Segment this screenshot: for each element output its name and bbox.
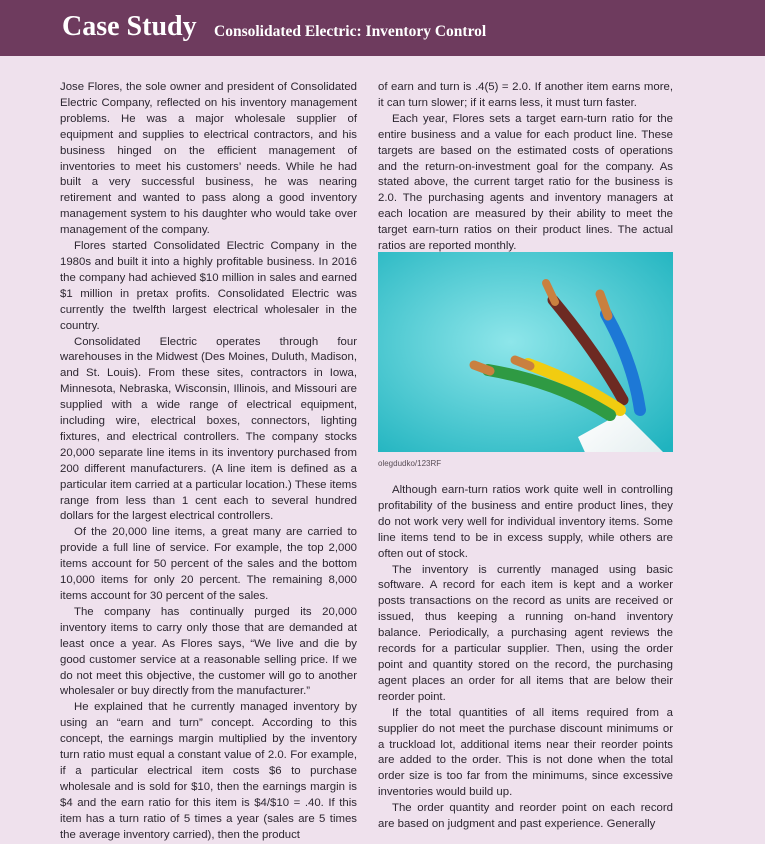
left-column: [60, 80, 357, 844]
paragraph: of earn and turn is .4(5) = 2.0. If another item earns more, it can turn slower; if it earns less, it must turn faster.: [378, 81, 673, 109]
paragraph: The inventory is currently managed using basic software. A record for each item is kept and a worker posts transactions on the record as units are received or issued, thus keeping a running on-hand inventory balance. Periodically, a purchasing agent reviews the records for a particular supplier. Then, using the order point and quantity stored on the record, the purchasing agent places an order for all items that are below their reorder point.: [378, 563, 673, 703]
paragraph: The company has continually purged its 20,000 inventory items to carry only those that are demanded at least once a year. As Flores says, “We live and die by good customer service at a reasonable selling price. If we do not meet this objective, the customer will go to another wholesaler or buy directly from the manufacturer.”: [60, 605, 357, 698]
paragraph: Each year, Flores sets a target earn-turn ratio for the entire business and a value for each product line. These targets are based on the estimated costs of operations and the return-on-investment goal for the company. As stated above, the current target ratio for the business is 2.0. The purchasing agents and inventory managers at each location are measured by their ability to meet the target earn-turn ratios on their product lines. The actual ratios are reported monthly.: [378, 112, 673, 253]
paragraph: He explained that he currently managed inventory by using an “earn and turn” concept. According to this concept, the earnings margin multiplied by the inventory turn ratio must equal a constant value of 2.0. For example, if a particular electrical item costs $6 to purchase wholesale and is sold for $10, then the earnings margin is $4 and the earn ratio for this item is $4/$10 = .40. If this item has a turn ratio of 5 times a year (sales are 5 times the average inventory carried), then the product: [60, 701, 357, 841]
right-column-top: [378, 80, 673, 255]
paragraph: Of the 20,000 line items, a great many are carried to provide a full line of service. For example, the top 2,000 items account for 50 percent of the sales and the bottom 10,000 items for only 20 percent. The remaining 8,000 items account for 30 percent of the sales.: [60, 526, 357, 602]
header-bar: [0, 0, 765, 56]
paragraph: If the total quantities of all items required from a supplier do not meet the purchase discount minimums or a truckload lot, additional items near their reorder points are added to the order. This is not done when the total order size is too far from the minimums, since excessive inventories would build up.: [378, 706, 673, 799]
paragraph: Although earn-turn ratios work quite well in controlling profitability of the business and entire product lines, they do not work very well for individual inventory items. Some line items tend to be in excess supply, while others are often out of stock.: [378, 484, 673, 560]
case-study-subtitle: Consolidated Electric: Inventory Control: [214, 23, 487, 40]
paragraph: The order quantity and reorder point on each record are based on judgment and past experience. Generally: [378, 802, 673, 831]
electrical-wires-photo: [378, 252, 673, 452]
case-study-title: Case Study: [62, 11, 197, 42]
paragraph: Consolidated Electric operates through four warehouses in the Midwest (Des Moines, Duluth, Madison, and St. Louis). From these sites, contractors in Iowa, Minnesota, Nebraska, Wisconsin, Illinois, and Missouri are supplied with a wide range of electrical equipment, including wire, electrical boxes, connectors, lighting fixtures, and electrical controllers. The company stocks 20,000 separate line items in its inventory purchased from 200 different manufacturers. (A line item is defined as a particular item carried at a particular location.) These items range from less than 1 cent each to several hundred dollars for the largest electrical controllers.: [60, 335, 357, 523]
paragraph: Jose Flores, the sole owner and president of Consolidated Electric Company, reflected on his inventory management problems. He was a major wholesale supplier of equipment and supplies to electrical contractors, and his business hinged on the efficient management of inventories to meet his customers’ needs. While he had built a very successful business, he was nearing retirement and wanted to pass along a good inventory management system to his daughter who would take over management of the company.: [60, 81, 357, 237]
right-column-bottom: [378, 483, 673, 833]
photo-credit: olegdudko/123RF: [378, 459, 442, 468]
paragraph: Flores started Consolidated Electric Company in the 1980s and built it into a highly profitable business. In 2016 the company had achieved $10 million in sales and earned $1 million in pretax profits. Consolidated Electric was currently the twelfth largest electrical wholesaler in the country.: [60, 240, 357, 332]
